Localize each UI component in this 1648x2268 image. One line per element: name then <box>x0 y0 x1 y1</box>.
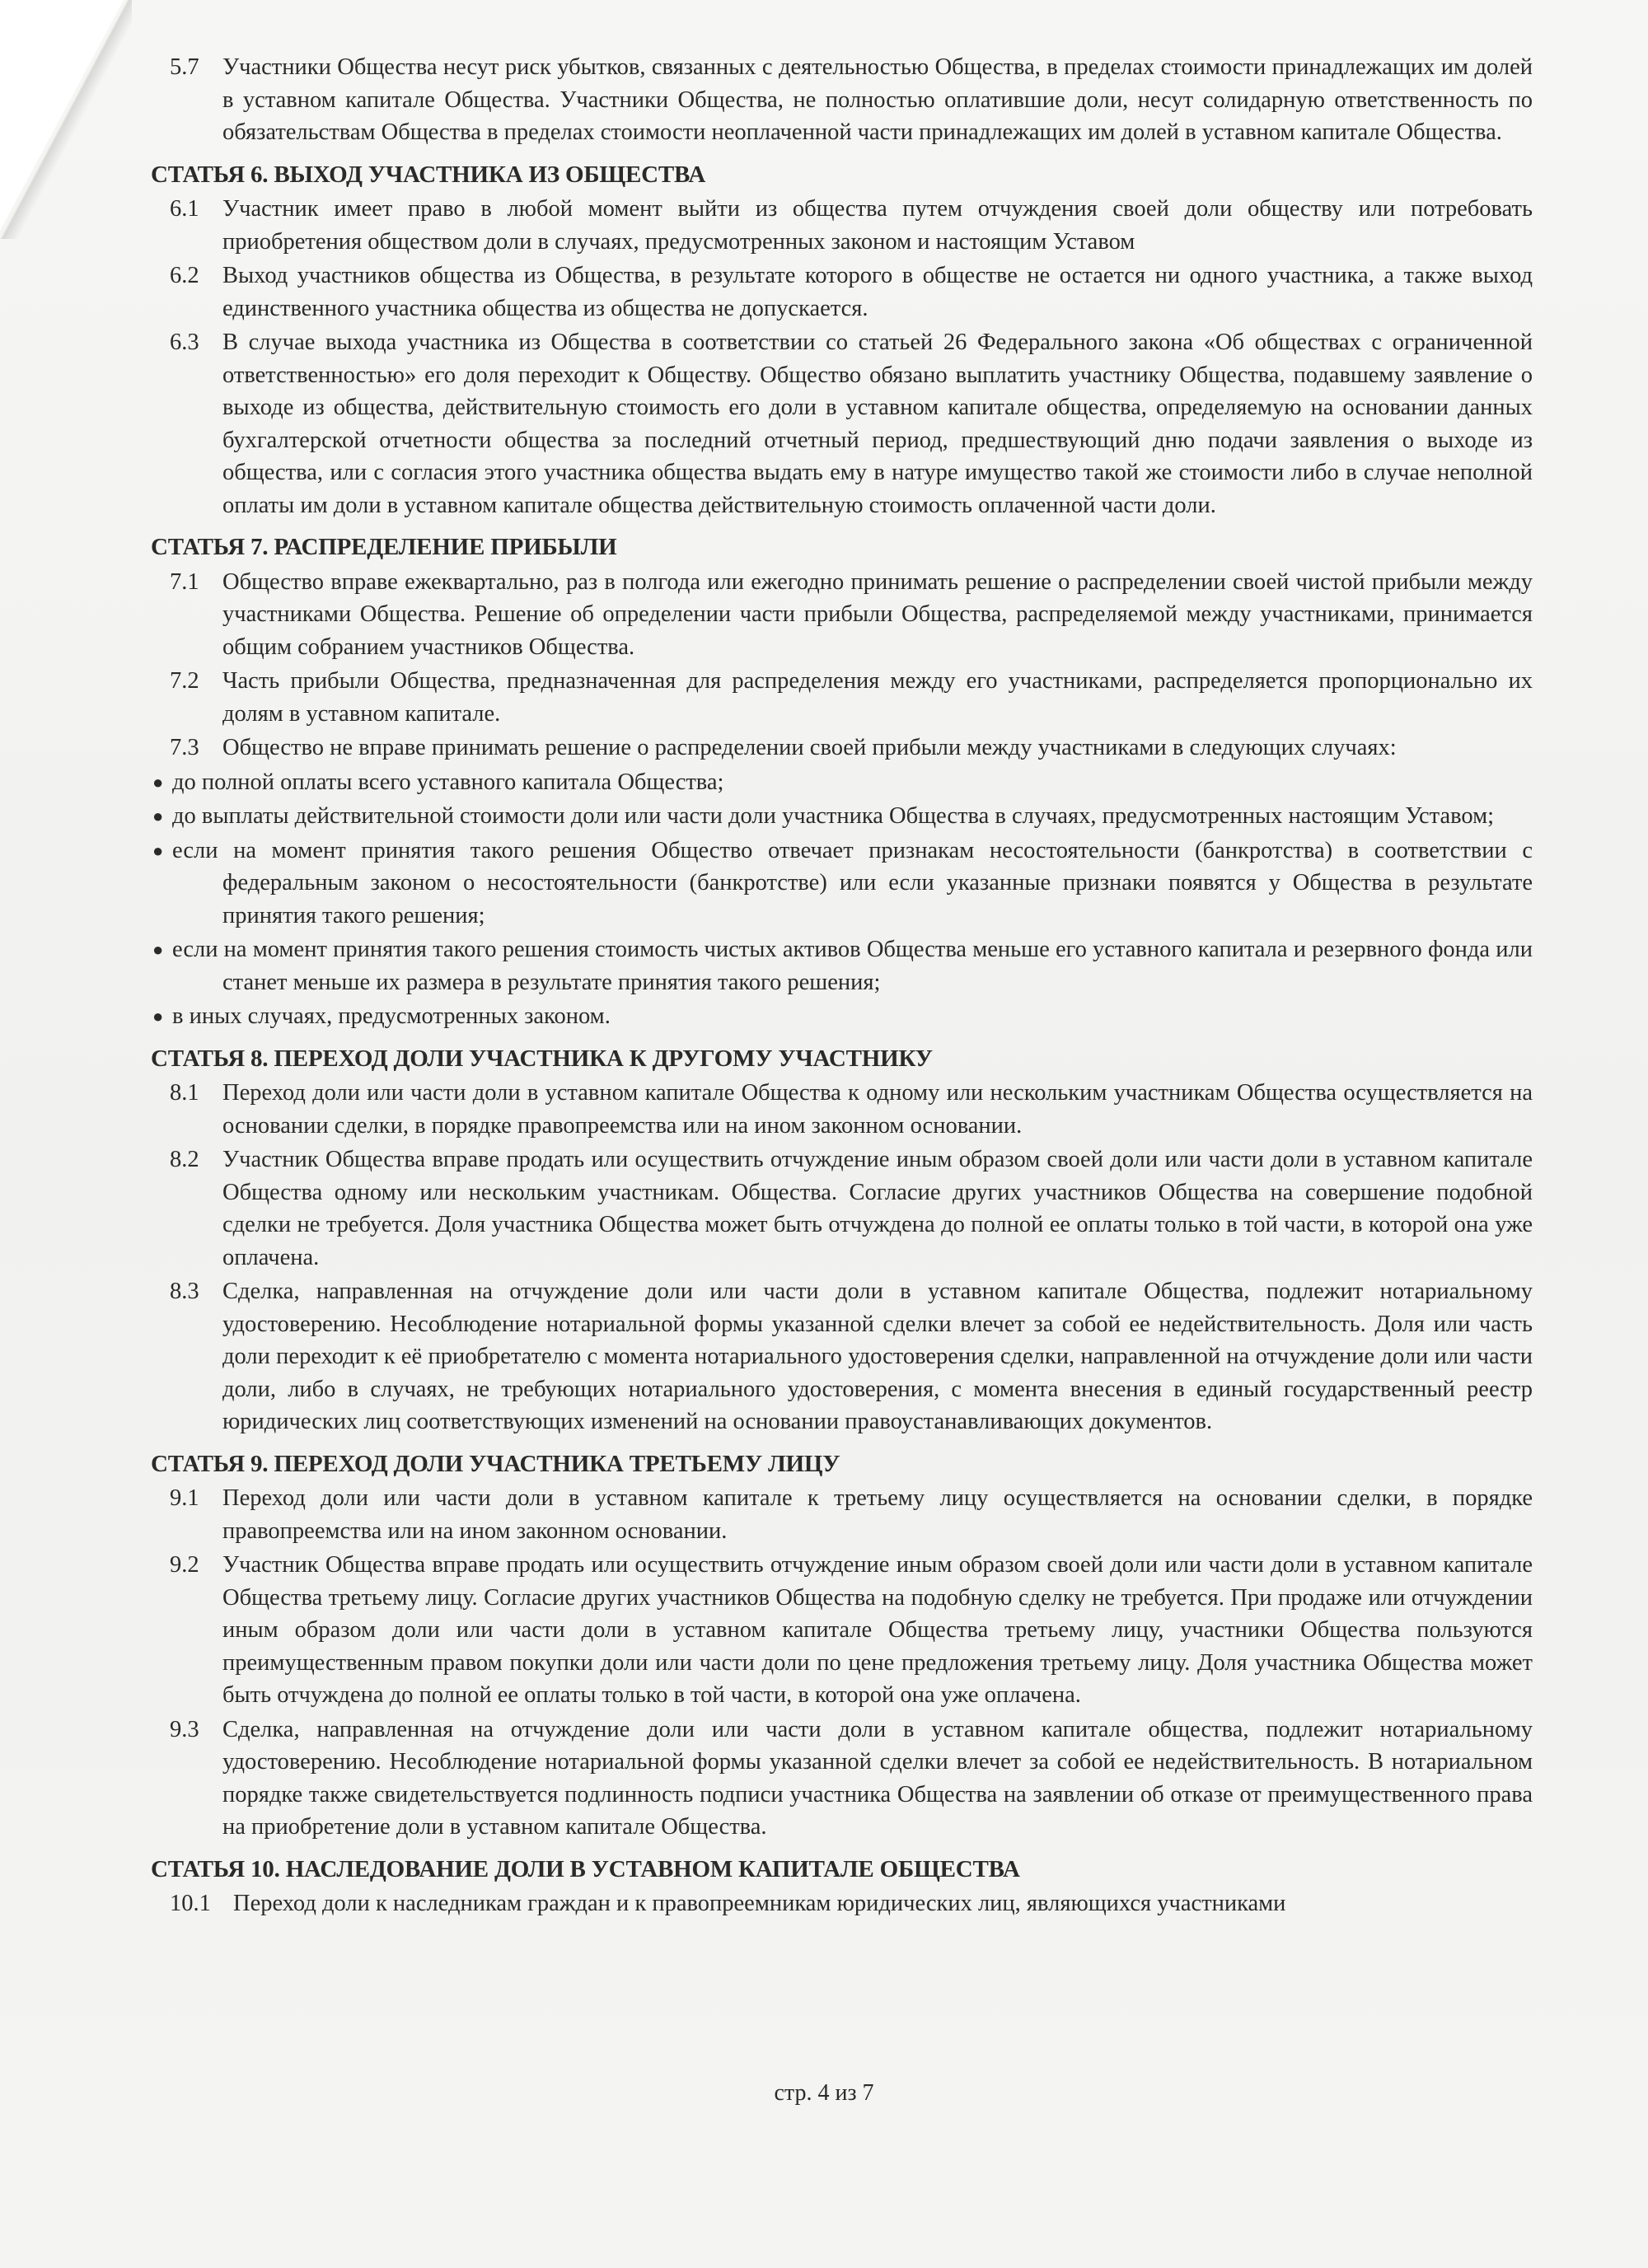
clause-7-2 <box>151 665 1533 730</box>
folded-corner <box>0 0 124 231</box>
list-item <box>151 933 1533 998</box>
clause-text: Общество вправе ежеквартально, раз в полгода или ежегодно принимать решение о распределении своей чистой прибыли между участниками Общества. Решение об определении части прибыли Общества, распределяемой между участниками, принимается общим собранием участников Общества. <box>222 568 1533 660</box>
clause-8-2 <box>151 1143 1533 1274</box>
clause-number: 6.3 <box>170 330 199 355</box>
document-body <box>151 51 1533 1922</box>
clause-10-1 <box>151 1887 1533 1920</box>
list-item <box>151 835 1533 933</box>
article-6-title: СТАТЬЯ 6. ВЫХОД УЧАСТНИКА ИЗ ОБЩЕСТВА <box>151 161 706 188</box>
clause-text: Переход доли к наследникам граждан и к правопреемникам юридических лиц, являющихся участниками <box>233 1891 1286 1916</box>
clause-text: Общество не вправе принимать решение о распределении своей прибыли между участниками в следующих случаях: <box>222 735 1397 760</box>
article-10-title: СТАТЬЯ 10. НАСЛЕДОВАНИЕ ДОЛИ В УСТАВНОМ КАПИТАЛЕ ОБЩЕСТВА <box>151 1855 1020 1882</box>
bullet-icon: ● <box>152 771 164 793</box>
article-7-title: СТАТЬЯ 7. РАСПРЕДЕЛЕНИЕ ПРИБЫЛИ <box>151 534 617 560</box>
clause-text: Участник имеет право в любой момент выйти из общества путем отчуждения своей доли обществу или потребовать приобретения обществом доли в случаях, предусмотренных законом и настоящим Уставом <box>222 196 1533 255</box>
clause-number: 10.1 <box>170 1891 211 1916</box>
clause-6-2 <box>151 260 1533 325</box>
bullet-icon: ● <box>152 1006 164 1026</box>
clause-8-3 <box>151 1275 1533 1438</box>
clause-text: Переход доли или части доли в уставном капитале к третьему лицу осуществляется на основании сделки, в порядке правопреемства или на ином законном основании. <box>222 1485 1533 1544</box>
clause-9-3 <box>151 1714 1533 1844</box>
bullet-icon: ● <box>152 939 164 960</box>
bullet-text: в иных случаях, предусмотренных законом. <box>172 1003 611 1029</box>
clause-number: 7.2 <box>170 668 199 694</box>
bullet-icon: ● <box>152 839 164 861</box>
article-8-title: СТАТЬЯ 8. ПЕРЕХОД ДОЛИ УЧАСТНИКА К ДРУГОМУ УЧАСТНИКУ <box>151 1045 933 1072</box>
clause-8-1 <box>151 1077 1533 1142</box>
clause-number: 7.1 <box>170 568 199 595</box>
bullet-text: если на момент принятия такого решения Общество отвечает признакам несостоятельности (банкротства) в соответствии с федеральным законом о несостоятельности (банкротстве) или если указанные признаки появятся у Общества в результате принятия такого решения; <box>172 837 1533 928</box>
clause-text: Сделка, направленная на отчуждение доли или части доли в уставном капитале Общества, подлежит нотариальному удостоверению. Несоблюдение нотариальной формы указанной сделки влечет за собой ее недействительность. Доля или часть доли переходит к её приобретателю с момента нотариального удостоверения сделки, направленной на отчуждение доли или части доли, либо в случаях, не требующих нотариального удостоверения, с момента внесения в единый государственный реестр юридических лиц соответствующих изменений на основании правоустанавливающих документов. <box>222 1279 1533 1434</box>
clause-text: Участник Общества вправе продать или осуществить отчуждение иным образом своей доли или части доли в уставном капитале Общества одному или нескольким участникам. Общества. Согласие других участников Общества на совершение подобной сделки не требуется. Доля участника Общества может быть отчуждена до полной ее оплаты только в той части, в которой она уже оплачена. <box>222 1147 1533 1270</box>
list-item <box>151 766 1533 799</box>
clause-text: Участник Общества вправе продать или осуществить отчуждение иным образом своей доли или части доли в уставном капитале Общества третьему лицу. Согласие других участников Общества на подобную сделку не требуется. При продаже или отчуждении иным образом доли или части доли в уставном капитале Общества третьему лицу, участники Общества пользуются преимущественным правом покупки доли или части доли по цене предложения третьему лицу. Доля участника Общества может быть отчуждена до полной ее оплаты только в той части, в которой она уже оплачена. <box>222 1552 1533 1708</box>
clause-6-3 <box>151 326 1533 521</box>
clause-number: 8.1 <box>170 1080 199 1106</box>
list-item <box>151 800 1533 833</box>
clause-text: В случае выхода участника из Общества в соответствии со статьей 26 Федерального закона «Об обществах с ограниченной ответственностью» его доля переходит к Обществу. Общество обязано выплатить участнику Общества, подавшему заявление о выходе из общества, действительную стоимость его доли в уставном капитале общества, определяемую на основании данных бухгалтерской отчетности общества за последний отчетный период, предшествующий дню подачи заявления о выходе из общества, или с согласия этого участника общества выдать ему в натуре имущество такой же стоимости либо в случае неполной оплаты им доли в уставном капитале общества действительную стоимость оплаченной части доли. <box>222 330 1533 518</box>
bullet-text: до выплаты действительной стоимости доли или части доли участника Общества в случаях, предусмотренных настоящим Уставом; <box>172 803 1495 829</box>
clause-text: Переход доли или части доли в уставном капитале Общества к одному или нескольким участникам Общества осуществляется на основании сделки, в порядке правопреемства или на ином законном основании. <box>222 1080 1533 1139</box>
clause-number: 9.2 <box>170 1552 199 1578</box>
clause-number: 7.3 <box>170 735 199 760</box>
list-item <box>151 1000 1533 1033</box>
article-9-title: СТАТЬЯ 9. ПЕРЕХОД ДОЛИ УЧАСТНИКА ТРЕТЬЕМУ ЛИЦУ <box>151 1450 840 1477</box>
bullet-icon: ● <box>152 806 164 826</box>
clause-number: 8.2 <box>170 1147 199 1172</box>
bullet-text: до полной оплаты всего уставного капитала Общества; <box>172 769 724 795</box>
clause-text: Часть прибыли Общества, предназначенная для распределения между его участниками, распределяется пропорционально их долям в уставном капитале. <box>222 668 1533 727</box>
clause-text: Сделка, направленная на отчуждение доли или части доли в уставном капитале общества, подлежит нотариальному удостоверению. Несоблюдение нотариальной формы указанной сделки влечет за собой ее недействительность. В нотариальном порядке также свидетельствуется подлинность подписи участника Общества на заявлении об отказе от преимущественного права на приобретение доли в уставном капитале Общества. <box>222 1716 1533 1840</box>
clause-text: Выход участников общества из Общества, в результате которого в обществе не остается ни одного участника, а также выход единственного участника общества из общества не допускается. <box>222 263 1533 321</box>
page-number: стр. 4 из 7 <box>774 2080 874 2106</box>
bullet-text: если на момент принятия такого решения стоимость чистых активов Общества меньше его уставного капитала и резервного фонда или станет меньше их размера в результате принятия такого решения; <box>172 937 1533 995</box>
clause-9-2 <box>151 1549 1533 1712</box>
clause-text: Участники Общества несут риск убытков, связанных с деятельностью Общества, в пределах стоимости принадлежащих им долей в уставном капитале Общества. Участники Общества, не полностью оплатившие доли, несут солидарную ответственность по обязательствам Общества в пределах стоимости неоплаченной части принадлежащих им долей в уставном капитале Общества. <box>222 54 1533 145</box>
clause-number: 8.3 <box>170 1279 199 1304</box>
clause-5-7 <box>151 51 1533 149</box>
clause-7-3 <box>151 732 1533 765</box>
clause-7-1 <box>151 566 1533 664</box>
clause-number: 6.1 <box>170 196 199 222</box>
clause-6-1 <box>151 193 1533 258</box>
clause-number: 6.2 <box>170 263 199 288</box>
clause-number: 9.1 <box>170 1485 199 1511</box>
clause-number: 5.7 <box>170 54 199 80</box>
clause-9-1 <box>151 1482 1533 1547</box>
clause-number: 9.3 <box>170 1716 199 1742</box>
